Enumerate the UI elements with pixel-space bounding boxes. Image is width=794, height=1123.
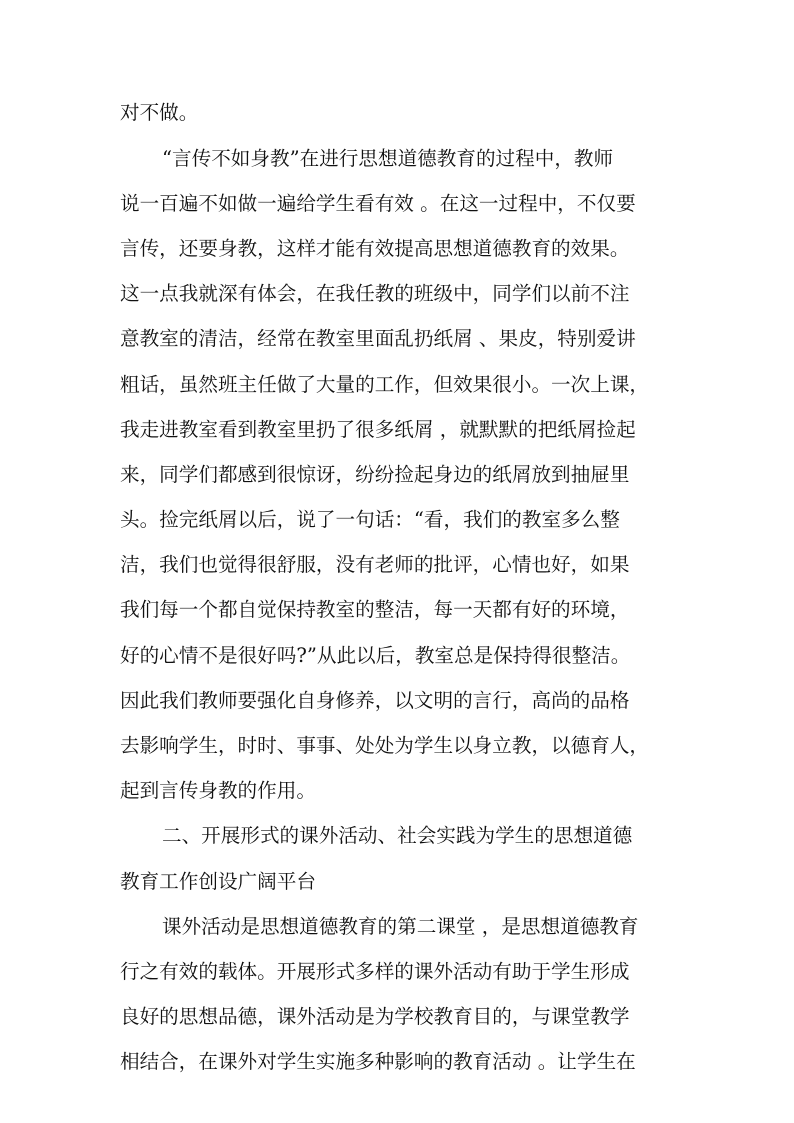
line-text: 对不做。 [120,101,199,124]
text-line [0,955,794,989]
line-text: 粗话，虽然班主任做了大量的工作，但效果很小。一次上课， [120,373,650,396]
text-line [0,639,794,673]
text-line [0,322,794,356]
text-line [0,503,794,537]
paragraph-first-line [0,910,794,944]
section-heading [0,819,794,853]
line-text: 洁，我们也觉得很舒服，没有老师的批评，心情也好，如果 [120,553,630,576]
text-line [0,232,794,266]
text-line [0,187,794,221]
text-line [0,684,794,718]
text-line [0,458,794,492]
text-line [0,96,794,130]
line-text: 来，同学们都感到很惊讶，纷纷捡起身边的纸屑放到抽屉里 [120,463,630,486]
text-line [0,1045,794,1079]
text-line [0,774,794,808]
heading-text: 二、开展形式的课外活动、社会实践为学生的思想道德 [162,824,633,847]
line-text: 良好的思想品德，课外活动是为学校教育目的，与课堂教学 [120,1005,630,1028]
line-text: 因此我们教师要强化自身修养，以文明的言行，高尚的品格 [120,689,630,712]
line-text: 课外活动是思想道德教育的第二课堂 ，是思想道德教育 [162,915,639,938]
text-line [0,729,794,763]
line-text: 相结合，在课外对学生实施多种影响的教育活动 。让学生在 [120,1050,636,1073]
line-text: 这一点我就深有体会，在我任教的班级中，同学们以前不注 [120,282,630,305]
line-text: “言传不如身教”在进行思想道德教育的过程中，教师 [162,147,614,170]
heading-text: 教育工作创设广阔平台 [120,870,316,893]
line-text: 行之有效的载体。开展形式多样的课外活动有助于学生形成 [120,960,630,983]
text-line [0,368,794,402]
line-text: 我走进教室看到教室里扔了很多纸屑 ，就默默的把纸屑捡起 [120,418,636,441]
line-text: 意教室的清洁，经常在教室里面乱扔纸屑 、果皮，特别爱讲 [120,327,636,350]
paragraph-first-line [0,142,794,176]
line-text: 言传，还要身教，这样才能有效提高思想道德教育的效果。 [120,237,630,260]
text-line [0,548,794,582]
line-text: 去影响学生，时时、事事、处处为学生以身立教，以德育人， [120,734,650,757]
line-text: 说一百遍不如做一遍给学生看有效 。在这一过程中，不仅要 [120,192,636,215]
line-text: 起到言传身教的作用。 [120,779,316,802]
text-line [0,1000,794,1034]
text-line [0,593,794,627]
text-line [0,413,794,447]
text-line [0,277,794,311]
line-text: 头。捡完纸屑以后，说了一句话：“看，我们的教室多么整 [120,508,620,531]
line-text: 我们每一个都自觉保持教室的整洁，每一天都有好的环境， [120,598,630,621]
line-text: 好的心情不是很好吗?”从此以后，教室总是保持得很整洁。 [120,644,631,667]
section-heading-continued [0,865,794,899]
